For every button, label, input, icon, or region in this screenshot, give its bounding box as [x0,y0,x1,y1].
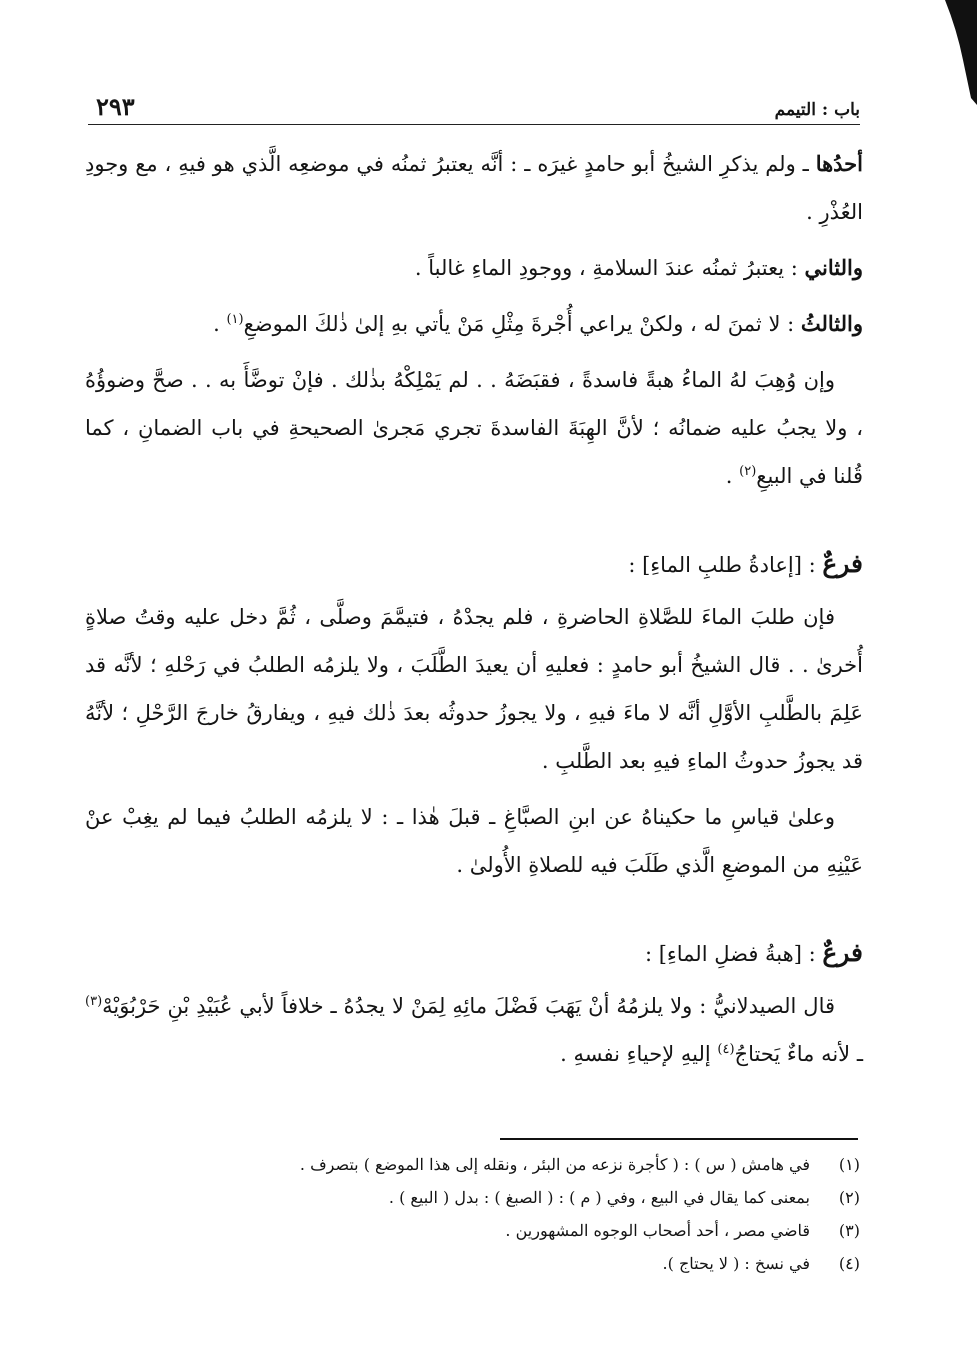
main-text [85,140,863,1086]
branch-heading-gift-surplus [85,929,863,978]
page-edge-mark [937,0,977,105]
footnote-number: (١) [838,1155,860,1174]
footnote [85,1214,860,1247]
footnote [85,1148,860,1181]
paragraph-text: وعلىٰ قياسِ ما حكيناهُ عن ابنِ الصبَّاغِ ـ قبلَ هٰذا ـ : لا يلزمُه الطلبُ فيما لم يغِبْ عنْ عَيْنِهِ من الموضعِ الَّذي طَلَبَ فيه للصلاةِ الأُولىٰ . [85,805,863,877]
paragraph-text: ـ ولم يذكرِ الشيخُ أبو حامدٍ غيرَه ـ : أنَّه يعتبرُ ثمنُه في موضعِه الَّذي هو فيهِ ، مع وجودِ العُذْرِ . [85,152,863,224]
paragraph-gift-surplus [85,982,863,1078]
paragraph-text: قال الصيدلانيُّ : ولا يلزمُهُ أنْ يَهَبَ فَضْلَ مائِهِ لِمَنْ لا يجدُهُ ـ خلافاً لأبي عُبَيْدِ بْنِ حَرْبُوَيْهْ [102,994,835,1018]
paragraph-text: إليهِ لإحياءِ نفسهِ . [560,1042,718,1066]
paragraph-text: وإن وُهِبَ لهُ الماءُ هبةً فاسدةً ، فقبَضَهُ . . لم يَمْلِكْهُ بذٰلك . فإنْ توضَّأَ به . . صحَّ وضوؤُهُ ، ولا يجبُ عليه ضمانُه ؛ لأنَّ الهِبَةَ الفاسدةَ تجري مَجرىٰ الصحيحةِ في باب الضمانِ ، كما قُلنا في البيعِ [85,368,863,488]
paragraph-text: : يعتبرُ ثمنُه عندَ السلامةِ ، ووجودِ الماءِ غالباً . [414,256,805,280]
branch-title: : [إعادةُ طلبِ الماءِ] : [628,553,823,577]
footnote [85,1181,860,1214]
footnote-number: (٢) [838,1188,860,1207]
footnote-text: قاضي مصر ، أحد أصحاب الوجوه المشهورين . [505,1221,810,1240]
paragraph-second-opinion [85,244,863,292]
branch-label: فرعٌ [822,938,863,967]
footnote-number: (٤) [838,1254,860,1273]
paragraph-repeat-search [85,593,863,785]
paragraph-label: أحدُها [815,151,863,176]
paragraph-label: والثالثُ [800,311,863,336]
paragraph-text: فإن طلبَ الماءَ للصَّلاةِ الحاضرةِ ، فلم يجدْهُ ، فتيمَّمَ وصلَّى ، ثُمَّ دخل عليه وقتُ صلاةٍ أُخرىٰ . . قال الشيخُ أبو حامدٍ : فعليهِ أن يعيدَ الطَّلَبَ ، ولا يلزمُه الطلبُ في رَحْلهِ ؛ لأنَّه قد عَلِمَ بالطَّلبِ الأوَّلِ أنَّه لا ماءَ فيهِ ، ولا يجوزُ حدوثُه بعدَ ذٰلك فيهِ ، ويفارقُ خارجَ الرَّحْلِ ؛ لأنَّهُ قد يجوزُ حدوثُ الماءِ فيهِ بعد الطَّلبِ . [85,605,863,773]
paragraph-end: . [213,312,227,336]
footnote-text: في نسخ : ( لا يحتاج ). [662,1254,810,1273]
footnote-separator [500,1138,858,1140]
footnote-text: في هامش ( س ) : ( كأجرة نزعه من البئر ، ونقله إلى هذا الموضع ) بتصرف . [299,1155,810,1174]
paragraph-first-opinion [85,140,863,236]
branch-label: فرعٌ [822,549,863,578]
running-header [88,92,860,125]
footnote-marker: (٤) [717,1042,735,1057]
footnote-marker: (٣) [85,994,103,1009]
chapter-title: باب : التيمم [774,100,860,120]
footnote-marker: (٢) [739,464,757,479]
footnote-text: بمعنى كما يقال في البيع ، وفي ( م ) : ( الصبغ ) : بدل ( البيع ) . [388,1188,810,1207]
footnote [85,1247,860,1280]
paragraph-invalid-gift [85,356,863,500]
footnote-marker: (١) [226,312,244,327]
paragraph-text: ـ لأنه ماءٌ يَحتاجُ [734,1042,863,1066]
footnotes [85,1148,860,1280]
paragraph-label: والثاني [804,255,863,280]
page-number: ٢٩٣ [96,92,135,121]
paragraph-third-opinion [85,300,863,348]
paragraph-text: : لا ثمنَ له ، ولكنْ يراعي أُجْرةَ مِثْلِ مَنْ يأتي بهِ إلىٰ ذٰلكَ الموضعِ [243,312,801,336]
branch-title: : [هبةُ فضلِ الماءِ] : [644,942,823,966]
branch-heading-repeat-search [85,540,863,589]
footnote-number: (٣) [838,1221,860,1240]
paragraph-analogy [85,793,863,889]
paragraph-end: . [725,464,740,488]
